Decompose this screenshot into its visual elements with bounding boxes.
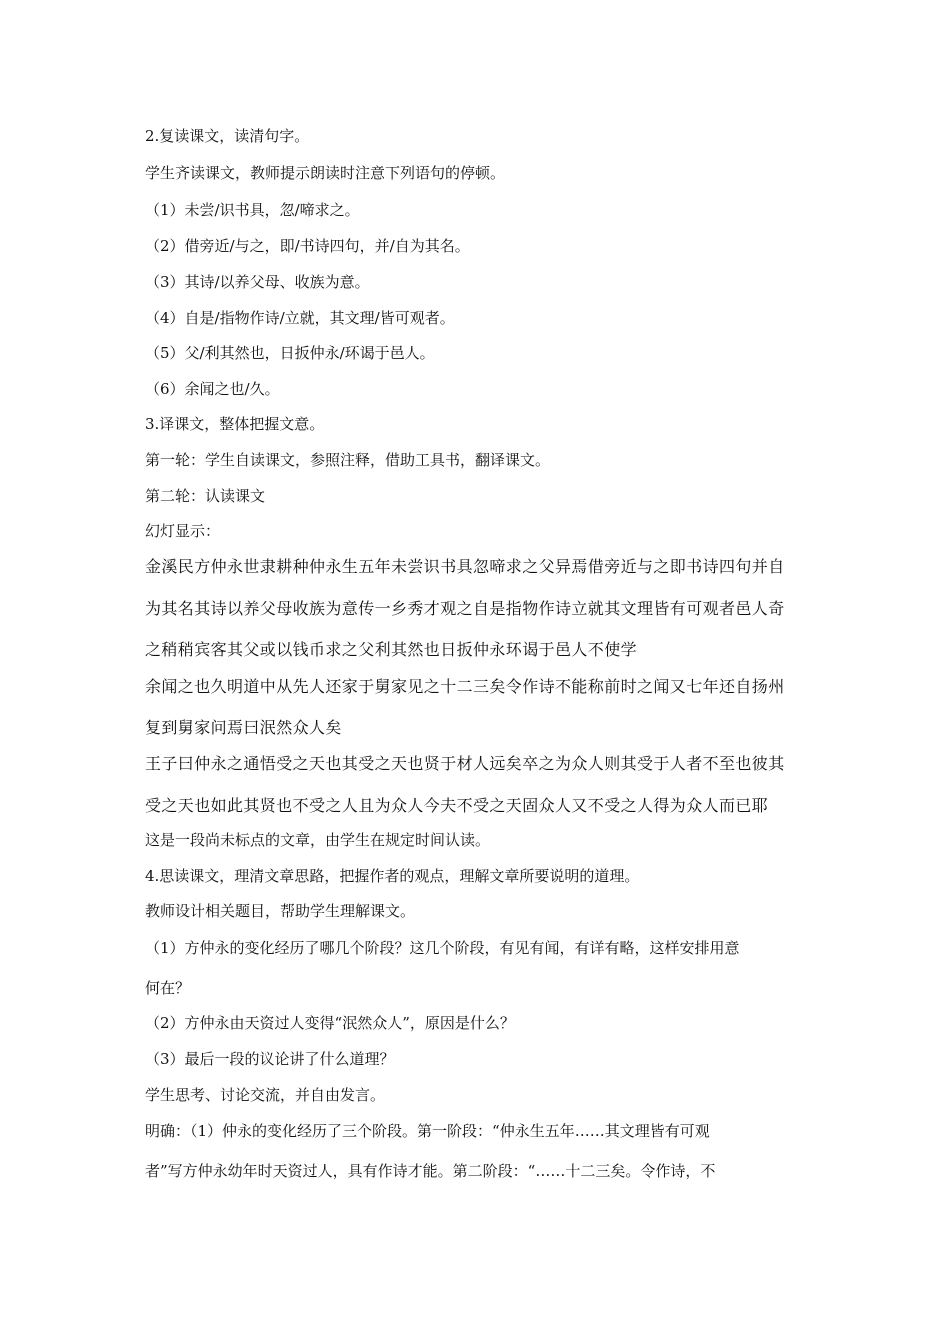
unpunctuated-text-line: 王子曰仲永之通悟受之天也其受之天也贤于材人远矣卒之为众人则其受于人者不至也彼其	[145, 754, 785, 773]
section-heading-2: 2.复读课文，读清句字。	[145, 127, 310, 145]
paragraph: 第二轮：认读课文	[145, 487, 266, 505]
paragraph: 教师设计相关题目，帮助学生理解课文。	[145, 902, 416, 920]
unpunctuated-text-line: 余闻之也久明道中从先人还家于舅家见之十二三矣令作诗不能称前时之闻又七年还自扬州	[145, 677, 785, 696]
list-item: （2）借旁近/与之，即/书诗四句，并/自为其名。	[145, 237, 470, 255]
list-item: （5）父/利其然也，日扳仲永/环谒于邑人。	[145, 344, 435, 362]
list-item: （3）其诗/以养父母、收族为意。	[145, 273, 370, 291]
unpunctuated-text-line: 为其名其诗以养父母收族为意传一乡秀才观之自是指物作诗立就其文理皆有可观者邑人奇	[145, 599, 785, 618]
question-item: （2）方仲永由天资过人变得“泯然众人”，原因是什么？	[145, 1014, 515, 1032]
unpunctuated-text-line: 复到舅家问焉曰泯然众人矣	[145, 718, 342, 737]
list-item: （6）余闻之也/久。	[145, 380, 280, 398]
question-item: （1）方仲永的变化经历了哪几个阶段？这几个阶段，有见有闻，有详有略，这样安排用意	[145, 939, 740, 957]
paragraph: 学生思考、讨论交流，并自由发言。	[145, 1086, 386, 1104]
section-heading-4: 4.思读课文，理清文章思路，把握作者的观点，理解文章所要说明的道理。	[145, 867, 640, 885]
paragraph: 明确：（1）仲永的变化经历了三个阶段。第一阶段：“仲永生五年……其文理皆有可观	[145, 1122, 710, 1140]
paragraph: 学生齐读课文，教师提示朗读时注意下列语句的停顿。	[145, 164, 506, 182]
question-item-continued: 何在？	[145, 979, 191, 997]
unpunctuated-text-line: 金溪民方仲永世隶耕种仲永生五年未尝识书具忽啼求之父异焉借旁近与之即书诗四句并自	[145, 557, 785, 576]
list-item: （1）未尝/识书具，忽/啼求之。	[145, 201, 360, 219]
list-item: （4）自是/指物作诗/立就，其文理/皆可观者。	[145, 309, 455, 327]
unpunctuated-text-line: 受之天也如此其贤也不受之人且为众人今夫不受之天固众人又不受之人得为众人而已耶	[145, 796, 769, 815]
paragraph: 幻灯显示：	[145, 522, 221, 540]
unpunctuated-text-line: 之稍稍宾客其父或以钱币求之父利其然也日扳仲永环谒于邑人不使学	[145, 640, 638, 659]
question-item: （3）最后一段的议论讲了什么道理？	[145, 1050, 395, 1068]
paragraph-continued: 者”写方仲永幼年时天资过人，具有作诗才能。第二阶段：“……十二三矣。令作诗，不	[145, 1162, 716, 1180]
paragraph: 第一轮：学生自读课文，参照注释，借助工具书，翻译课文。	[145, 451, 551, 469]
section-heading-3: 3.译课文，整体把握文意。	[145, 415, 325, 433]
paragraph: 这是一段尚未标点的文章，由学生在规定时间认读。	[145, 831, 491, 849]
